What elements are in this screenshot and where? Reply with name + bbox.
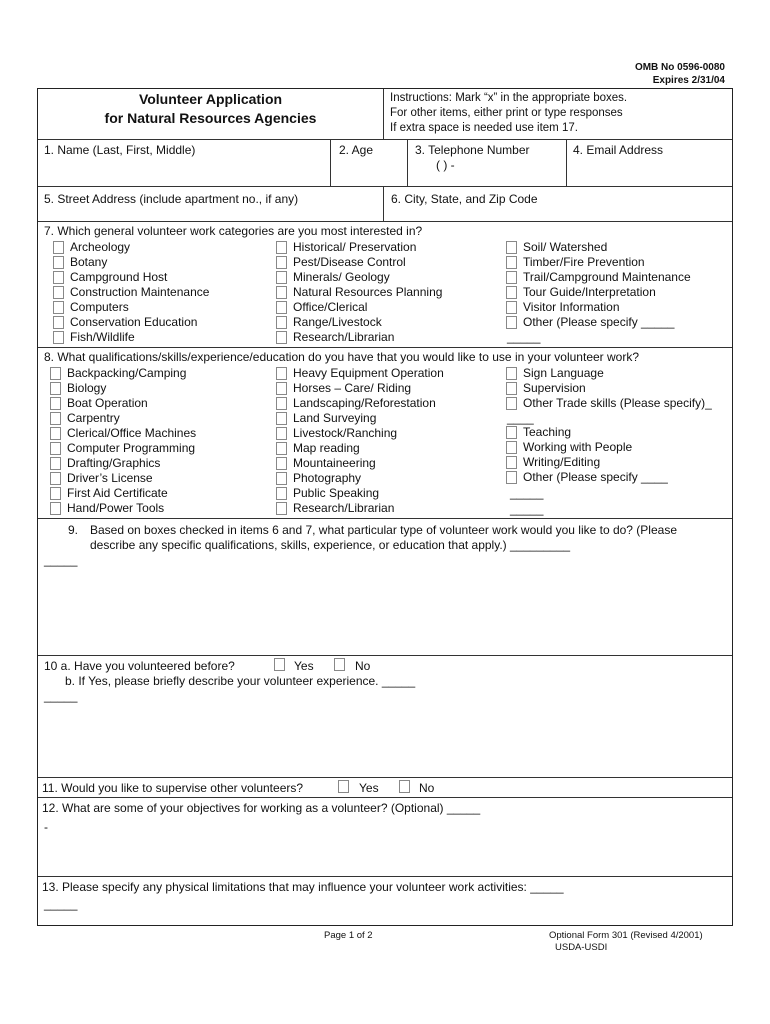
checkbox[interactable] (53, 256, 64, 269)
q7-option-label: Minerals/ Geology (293, 270, 390, 284)
q7-option-label: Natural Resources Planning (293, 285, 443, 299)
checkbox[interactable] (50, 472, 61, 485)
q8-option-label: Carpentry (67, 411, 120, 425)
q8-option-label: Backpacking/Camping (67, 366, 187, 380)
q7-option[interactable] (506, 270, 691, 285)
checkbox[interactable] (50, 412, 61, 425)
q8-trade-line: ____ (507, 411, 534, 425)
instruction-line: Instructions: Mark “x” in the appropriate boxes. (390, 92, 628, 104)
q7-option[interactable] (276, 240, 442, 255)
q8-option[interactable] (506, 366, 712, 381)
q7-option[interactable] (506, 240, 691, 255)
q8-option[interactable] (50, 471, 196, 486)
q8-other-line: _____ (510, 486, 544, 500)
checkbox[interactable] (506, 367, 517, 380)
q7-option[interactable] (53, 330, 209, 345)
q7-column-2 (276, 240, 442, 345)
divider (38, 777, 732, 778)
q8-option-label: Boat Operation (67, 396, 148, 410)
telephone-format: ( ) - (436, 158, 455, 172)
form-title-line2: for Natural Resources Agencies (104, 110, 317, 126)
checkbox[interactable] (276, 256, 287, 269)
q8-column-3-bottom (506, 425, 668, 485)
instruction-line: For other items, either print or type responses (390, 107, 623, 119)
divider (407, 139, 408, 186)
q11-yes-label: Yes (359, 781, 379, 795)
q8-option[interactable] (276, 471, 444, 486)
telephone-field[interactable]: 3. Telephone Number (415, 143, 530, 157)
q8-option[interactable] (276, 441, 444, 456)
q10a-label: 10 a. Have you volunteered before? (44, 659, 235, 673)
q7-option[interactable] (53, 255, 209, 270)
q7-option-label: Trail/Campground Maintenance (523, 270, 691, 284)
q8-option[interactable] (506, 470, 668, 485)
checkbox[interactable] (276, 316, 287, 329)
q7-option-label: Archeology (70, 240, 131, 254)
q10b-label: b. If Yes, please briefly describe your volunteer experience. _____ (65, 674, 416, 688)
q7-option-label: Pest/Disease Control (293, 255, 406, 269)
q7-option-label: Timber/Fire Prevention (523, 255, 645, 269)
q7-label: 7. Which general volunteer work categories are you most interested in? (44, 224, 423, 238)
checkbox[interactable] (506, 397, 517, 410)
q8-option-label: Supervision (523, 381, 586, 395)
checkbox[interactable] (53, 241, 64, 254)
checkbox[interactable] (506, 271, 517, 284)
q8-option[interactable] (50, 456, 196, 471)
page-number: Page 1 of 2 (324, 930, 373, 941)
agency: USDA-USDI (555, 942, 608, 953)
instruction-line: If extra space is needed use item 17. (390, 122, 578, 134)
q7-option-label: Historical/ Preservation (293, 240, 417, 254)
q7-option-label: Botany (70, 255, 108, 269)
q8-option-label: Teaching (523, 425, 572, 439)
q7-option[interactable] (276, 315, 442, 330)
q7-option[interactable] (53, 285, 209, 300)
checkbox[interactable] (53, 301, 64, 314)
checkbox[interactable] (276, 331, 287, 344)
q7-option-label: Visitor Information (523, 300, 620, 314)
checkbox[interactable] (276, 367, 287, 380)
checkbox[interactable] (276, 412, 287, 425)
q8-option[interactable] (50, 411, 196, 426)
instructions (390, 91, 627, 136)
q8-option-label: Biology (67, 381, 107, 395)
divider (38, 655, 732, 656)
q8-option-label: First Aid Certificate (67, 486, 168, 500)
checkbox[interactable] (506, 256, 517, 269)
q8-option[interactable] (276, 486, 444, 501)
q12-answer-area[interactable]: - (44, 820, 48, 834)
checkbox[interactable] (53, 286, 64, 299)
q8-option-label: Driver’s License (67, 471, 153, 485)
q8-option-label: Heavy Equipment Operation (293, 366, 444, 380)
q7-column-1 (53, 240, 209, 345)
q8-option[interactable] (276, 381, 444, 396)
q8-column-2 (276, 366, 444, 516)
q8-column-3-top (506, 366, 712, 411)
q8-option-label: Working with People (523, 440, 633, 454)
q7-option[interactable] (276, 255, 442, 270)
q9-number: 9. (68, 523, 79, 537)
q9-answer-area[interactable]: _____ (44, 553, 78, 567)
q8-option-label: Clerical/Office Machines (67, 426, 197, 440)
q8-option-label: Other (Please specify ____ (523, 470, 668, 484)
q7-option-label: Other (Please specify _____ (523, 315, 675, 329)
checkbox[interactable] (50, 382, 61, 395)
divider (38, 221, 732, 222)
checkbox[interactable] (276, 442, 287, 455)
checkbox[interactable] (276, 502, 287, 515)
q12-label: 12. What are some of your objectives for working as a volunteer? (Optional) _____ (42, 801, 481, 815)
q8-column-1 (50, 366, 196, 516)
divider (38, 186, 732, 187)
q8-option[interactable] (506, 455, 668, 470)
q7-option-label: Range/Livestock (293, 315, 382, 329)
q7-option[interactable] (276, 285, 442, 300)
q8-label: 8. What qualifications/skills/experience/education do you have that you would like to use in your volunteer work? (44, 350, 640, 364)
q7-option[interactable] (53, 270, 209, 285)
q8-option[interactable] (50, 396, 196, 411)
q11-yes-checkbox[interactable] (338, 780, 349, 793)
expiration-date: Expires 2/31/04 (652, 75, 725, 86)
email-field[interactable]: 4. Email Address (573, 143, 664, 157)
application-form (37, 88, 733, 926)
q7-option[interactable] (506, 315, 691, 330)
q7-option[interactable] (276, 270, 442, 285)
checkbox[interactable] (50, 442, 61, 455)
city-state-zip-field[interactable]: 6. City, State, and Zip Code (391, 192, 538, 206)
q7-option[interactable] (506, 285, 691, 300)
q8-option-label: Horses – Care/ Riding (293, 381, 412, 395)
q8-option[interactable] (50, 501, 196, 516)
q13-label: 13. Please specify any physical limitations that may influence your volunteer work activities: _____ (42, 880, 564, 894)
q7-option-label: Construction Maintenance (70, 285, 210, 299)
q8-option-label: Drafting/Graphics (67, 456, 161, 470)
q8-option-label: Landscaping/Reforestation (293, 396, 436, 410)
q8-option-label: Writing/Editing (523, 455, 601, 469)
name-field[interactable]: 1. Name (Last, First, Middle) (44, 143, 196, 157)
checkbox[interactable] (276, 427, 287, 440)
checkbox[interactable] (506, 426, 517, 439)
q8-option[interactable] (276, 456, 444, 471)
q11-label: 11. Would you like to supervise other volunteers? (42, 781, 304, 795)
checkbox[interactable] (50, 397, 61, 410)
q8-option-label: Other Trade skills (Please specify)_ (523, 396, 712, 410)
divider (38, 139, 732, 140)
divider (38, 347, 732, 348)
checkbox[interactable] (276, 472, 287, 485)
q10-answer-area[interactable]: _____ (44, 689, 78, 703)
q7-option-label: Tour Guide/Interpretation (523, 285, 656, 299)
divider (38, 876, 732, 877)
q8-option[interactable] (50, 381, 196, 396)
q8-option-label: Land Surveying (293, 411, 377, 425)
q7-option-label: Conservation Education (70, 315, 198, 329)
checkbox[interactable] (506, 241, 517, 254)
checkbox[interactable] (53, 271, 64, 284)
checkbox[interactable] (50, 367, 61, 380)
form-title-line1: Volunteer Application (138, 91, 283, 107)
checkbox[interactable] (276, 271, 287, 284)
checkbox[interactable] (506, 382, 517, 395)
q8-option[interactable] (276, 501, 444, 516)
q11-no-label: No (419, 781, 435, 795)
checkbox[interactable] (276, 241, 287, 254)
checkbox[interactable] (50, 502, 61, 515)
q8-option-label: Mountaineering (293, 456, 376, 470)
checkbox[interactable] (506, 441, 517, 454)
checkbox[interactable] (276, 487, 287, 500)
q10-yes-label: Yes (294, 659, 314, 673)
q7-option[interactable] (506, 300, 691, 315)
q7-option[interactable] (276, 300, 442, 315)
q7-option[interactable] (506, 255, 691, 270)
q8-option-label: Research/Librarian (293, 501, 395, 515)
q8-option[interactable] (506, 396, 712, 411)
checkbox[interactable] (276, 301, 287, 314)
checkbox[interactable] (53, 316, 64, 329)
q7-option[interactable] (53, 300, 209, 315)
omb-header (635, 61, 725, 87)
q7-option[interactable] (53, 240, 209, 255)
checkbox[interactable] (506, 471, 517, 484)
q7-column-3 (506, 240, 691, 330)
checkbox[interactable] (276, 457, 287, 470)
divider (383, 186, 384, 221)
q10-no-label: No (355, 659, 371, 673)
q8-option[interactable] (276, 426, 444, 441)
checkbox[interactable] (50, 457, 61, 470)
q8-option[interactable] (276, 411, 444, 426)
q8-option[interactable] (276, 396, 444, 411)
divider (566, 139, 567, 186)
divider (38, 518, 732, 519)
q8-option-label: Computer Programming (67, 441, 196, 455)
q8-option[interactable] (506, 381, 712, 396)
q10-yes-checkbox[interactable] (274, 658, 285, 671)
q9-question-line1: Based on boxes checked in items 6 and 7, what particular type of volunteer work would you like to do? (Please (90, 523, 677, 537)
q8-option[interactable] (506, 425, 668, 440)
q8-option-label: Photography (293, 471, 362, 485)
checkbox[interactable] (506, 286, 517, 299)
q10-no-checkbox[interactable] (334, 658, 345, 671)
checkbox[interactable] (506, 456, 517, 469)
q7-option-label: Soil/ Watershed (523, 240, 608, 254)
q13-answer-area[interactable]: _____ (44, 897, 78, 911)
checkbox[interactable] (276, 382, 287, 395)
divider (330, 139, 331, 186)
age-field[interactable]: 2. Age (339, 143, 374, 157)
q8-option-label: Map reading (293, 441, 360, 455)
checkbox[interactable] (50, 487, 61, 500)
checkbox[interactable] (53, 331, 64, 344)
checkbox[interactable] (276, 286, 287, 299)
q8-option[interactable] (50, 486, 196, 501)
q8-option[interactable] (50, 366, 196, 381)
form-number: Optional Form 301 (Revised 4/2001) (549, 930, 703, 941)
street-address-field[interactable]: 5. Street Address (include apartment no., if any) (44, 192, 299, 206)
q8-option-label: Sign Language (523, 366, 604, 380)
q8-option-label: Livestock/Ranching (293, 426, 398, 440)
q7-option-label: Office/Clerical (293, 300, 368, 314)
q8-option-label: Hand/Power Tools (67, 501, 165, 515)
checkbox[interactable] (50, 427, 61, 440)
divider (38, 797, 732, 798)
q7-other-line: _____ (507, 330, 541, 344)
omb-number: OMB No 0596-0080 (634, 62, 725, 73)
q7-option-label: Fish/Wildlife (70, 330, 135, 344)
checkbox[interactable] (276, 397, 287, 410)
divider (383, 89, 384, 139)
q9-question-line2: describe any specific qualifications, skills, experience, or education that apply.) _________ (90, 538, 571, 552)
q8-option-label: Public Speaking (293, 486, 380, 500)
q7-option[interactable] (276, 330, 442, 345)
q7-option[interactable] (53, 315, 209, 330)
checkbox[interactable] (506, 301, 517, 314)
q8-other-line: _____ (510, 502, 544, 516)
q7-option-label: Campground Host (70, 270, 168, 284)
q8-option[interactable] (506, 440, 668, 455)
q8-option[interactable] (50, 426, 196, 441)
q8-option[interactable] (50, 441, 196, 456)
q7-option-label: Computers (70, 300, 129, 314)
checkbox[interactable] (506, 316, 517, 329)
q11-no-checkbox[interactable] (399, 780, 410, 793)
q7-option-label: Research/Librarian (293, 330, 395, 344)
q8-option[interactable] (276, 366, 444, 381)
